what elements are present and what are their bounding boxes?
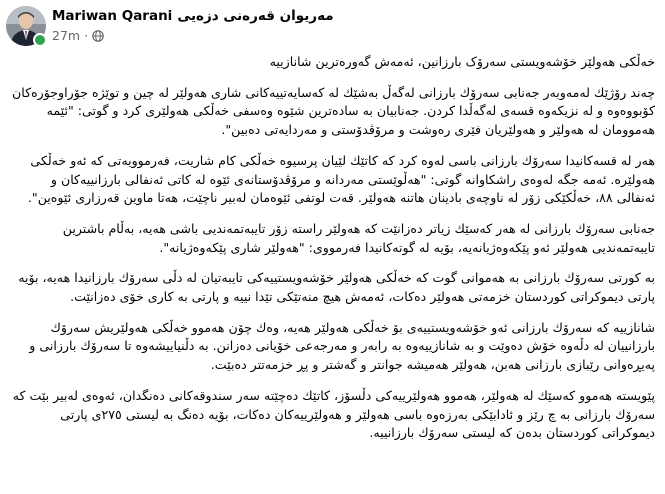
post-timestamp[interactable]: 27m (52, 28, 81, 43)
author-line (52, 8, 334, 24)
post-paragraph: چەند رۆژێك لەمەوبەر جەنابی سەرۆك بارزانی لەگەڵ بەشێك لە کەسایەتییەکانی شاری هەولێر لە چین و توێژە جۆراوجۆرەکان کۆبووەوە و لە نزیکەوە قسەی لەگەڵدا کردن. جەنابیان بە سادەترین شێوە وەسفی خەڵکی هەولێری کرد و گوتی: "ئێمە هەموومان لە هەولێر و هەولێریان فێری رەوشت و مرۆڤدۆستی و مەردایەتی دەبین". (12, 84, 655, 138)
avatar[interactable] (6, 6, 46, 46)
author-name[interactable]: Mariwan Qarani (52, 8, 173, 24)
author-native-name[interactable]: مەریوان قەرەنی دزەیی (177, 8, 334, 24)
globe-icon[interactable] (92, 30, 104, 42)
post-body (10, 53, 655, 455)
post-paragraph: پێویستە هەموو کەسێك لە هەولێر، هەموو هەولێرییەکی دڵسۆز، کاتێك دەچێتە سەر سندوقەکانی دەنگدان، ئەوەی لەبیر بێت کە سەرۆك بارزانی بە چ رێز و ئادابێکی بەرزەوە باسی هەولێر و هەولێرییەکان دەکات، بۆیە دەنگ بە لیستی ٢٧٥ی پارتی دیموکراتی کوردستان بدەن کە لیستی سەرۆك بارزانییە. (12, 387, 655, 441)
meta-separator: · (84, 28, 89, 43)
post-paragraph: شانازییە کە سەرۆك بارزانی ئەو خۆشەویستییەی بۆ خەڵکی هەولێر هەیە، وەك چۆن هەموو خەڵکی هەولێریش سەرۆك بارزانییان لە دڵەوە خۆش دەوێت و بە شانازییەوە بە رابەر و مەرجەعی خۆیانی دەزانن. بە دڵنیاییشەوە تا سەرۆك بارزانی و پەیڕەوانی رێبازی بارزانی هەبن، هەولێر هەمیشە جوانتر و گەشتر و پڕ خزمەتتر دەبێت. (29, 319, 655, 373)
post-meta (52, 28, 104, 43)
online-status-dot (33, 33, 47, 47)
post-paragraph: بە کورتی سەرۆك بارزانی بە هەموانی گوت کە خەڵکی هەولێر خۆشەویستییەکی تایبەتیان لە دڵی سەرۆك بارزانیدا هەیە، بۆیە پارتی دیموکراتی کوردستان خزمەتی هەولێر دەکات، ئەمەش هیچ منەتێکی تێدا نییە و پارتی بە کاری خۆی دەزانێت. (18, 270, 655, 305)
post-headline: خەڵکی هەولێر خۆشەویستی سەرۆک بارزانین، ئەمەش گەورەترین شانازییە (269, 54, 655, 69)
post-paragraph: هەر لە قسەکانیدا سەرۆك بارزانی باسی لەوە کرد کە کاتێك لێیان پرسیوە خەڵکی کام شاریت، فەرموویەتی کە ئەو خەڵکی هەولێرە. ئەمە جگە لەوەی راشکاوانە گوتی: "هەڵوێستی مەردانە و مرۆڤدۆستانەی ئێوە لە کاتی ئەنفالی بارزانییەکان و ئەنفالی ٨٨، خەڵکێکی زۆر لە ناوچەی بادینان هاتنە هەولێر. قەت لوتفی ئێوەمان لەبیر ناچێت، هەتا ماوین قەرزاری ئێوەین". (27, 152, 655, 206)
post-header (0, 0, 665, 52)
post-paragraph: جەنابی سەرۆك بارزانی لە هەر کەسێك زیاتر دەزانێت کە هەولێر راستە زۆر تایبەتمەندیی باشی هەیە، بەڵام باشترین تایبەتمەندیی هەولێر ئەو پێکەوەژیانەیە، بۆیە لە گوتەکانیدا فەرمووی: "هەولێر شاری پێکەوەژیانە". (62, 220, 655, 255)
